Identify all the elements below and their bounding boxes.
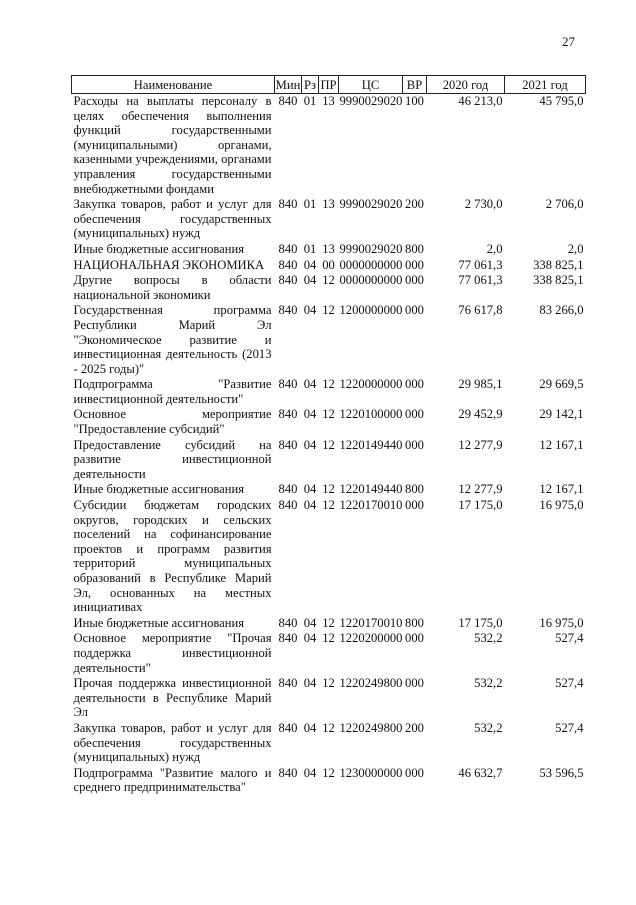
row-name: Иные бюджетные ассигнования: [73, 615, 245, 630]
table-row: [72, 273, 586, 303]
row-2020: 532,2: [474, 631, 503, 646]
row-rz: 04: [303, 437, 317, 452]
row-name: Субсидии бюджетам городских округов, городских и сельских поселений на софинансирование проектов и программ развития территорий муниципальных образований в Республике Марий Эл, основанных на местных инициативах: [73, 498, 272, 615]
table-row: [72, 616, 586, 632]
row-name: Предоставление субсидий на развитие инвестиционной деятельности: [73, 437, 272, 481]
row-2021: 16 975,0: [539, 615, 584, 630]
row-vr: 000: [405, 765, 424, 780]
row-min: 840: [278, 94, 298, 108]
row-min: 840: [278, 482, 298, 497]
row-name: Закупка товаров, работ и услуг для обеспечения государственных (муниципальных) нужд: [73, 720, 272, 765]
row-min: 840: [278, 377, 298, 392]
row-2020: 532,2: [474, 720, 503, 735]
row-pr: 12: [322, 273, 335, 288]
table-row: [72, 498, 586, 616]
row-pr: 12: [322, 407, 335, 422]
row-rz: 04: [303, 615, 317, 630]
table-row: [72, 482, 586, 498]
row-pr: 12: [322, 720, 335, 735]
table-row: [72, 303, 586, 377]
row-vr: 000: [405, 631, 424, 646]
row-2020: 77 061,3: [458, 273, 503, 288]
row-min: 840: [278, 765, 298, 780]
row-pr: 12: [322, 482, 335, 497]
row-rz: 04: [303, 273, 317, 288]
table-row: [72, 94, 586, 198]
table-row: [72, 721, 586, 766]
row-pr: 13: [322, 94, 335, 108]
row-rz: 04: [303, 407, 317, 422]
table-row: [72, 258, 586, 274]
header-2020: 2020 год: [427, 76, 505, 94]
row-vr: 800: [405, 241, 424, 256]
row-cs: 0000000000: [339, 273, 403, 288]
row-min: 840: [278, 437, 298, 452]
row-min: 840: [278, 720, 298, 735]
row-2021: 12 167,1: [539, 482, 584, 497]
row-2020: 12 277,9: [458, 482, 503, 497]
header-min: Мин: [275, 77, 301, 92]
row-2020: 17 175,0: [458, 498, 503, 513]
row-name: Подпрограмма "Развитие малого и среднего предпринимательства": [73, 765, 272, 795]
row-min: 840: [278, 257, 298, 272]
page-number: 27: [562, 34, 575, 49]
row-pr: 12: [322, 676, 335, 691]
row-2021: 29 669,5: [539, 377, 584, 392]
row-cs: 1220000000: [339, 377, 403, 392]
row-vr: 000: [405, 437, 424, 452]
table-row: [72, 197, 586, 242]
row-2020: 29 452,9: [458, 407, 503, 422]
row-2020: 2 730,0: [464, 197, 503, 212]
table-header-row: [72, 76, 586, 94]
row-pr: 13: [322, 197, 335, 212]
header-rz: Рз: [302, 76, 319, 94]
row-rz: 04: [303, 765, 317, 780]
row-min: 840: [278, 303, 298, 318]
row-pr: 12: [322, 377, 335, 392]
row-2020: 2,0: [486, 241, 503, 256]
row-2021: 338 825,1: [533, 257, 584, 272]
row-pr: 12: [322, 615, 335, 630]
row-vr: 000: [405, 257, 424, 272]
row-2020: 12 277,9: [458, 437, 503, 452]
row-vr: 200: [405, 197, 424, 212]
row-pr: 12: [322, 498, 335, 513]
row-2021: 2,0: [567, 241, 584, 256]
row-2020: 77 061,3: [458, 257, 503, 272]
header-pr: ПР: [320, 77, 337, 92]
row-min: 840: [278, 273, 298, 288]
budget-table: [71, 75, 586, 796]
row-name: Другие вопросы в области национальной экономики: [73, 273, 272, 302]
row-2021: 527,4: [555, 720, 584, 735]
row-vr: 100: [405, 94, 424, 108]
row-vr: 000: [405, 273, 424, 288]
header-vr: ВР: [403, 76, 427, 94]
row-pr: 12: [322, 437, 335, 452]
row-2020: 532,2: [474, 676, 503, 691]
row-rz: 01: [303, 94, 317, 108]
row-vr: 800: [405, 482, 424, 497]
row-2021: 83 266,0: [539, 303, 584, 318]
table-row: [72, 766, 586, 796]
row-2021: 527,4: [555, 631, 584, 646]
row-2020: 76 617,8: [458, 303, 503, 318]
row-rz: 04: [303, 482, 317, 497]
row-cs: 1220100000: [339, 407, 403, 422]
row-2021: 338 825,1: [533, 273, 584, 288]
table-body: [72, 94, 586, 796]
row-cs: 1220170010: [339, 615, 403, 630]
row-cs: 1220149440: [339, 482, 403, 497]
row-vr: 000: [405, 377, 424, 392]
row-cs: 1220149440: [339, 437, 403, 452]
row-cs: 1220249800: [339, 720, 403, 735]
header-2021: 2021 год: [505, 76, 586, 94]
row-name: Расходы на выплаты персоналу в целях обеспечения выполнения функций государственными (муниципальными) органами, казенными учреждениями, органами управления государственными внебюджетными фондами: [73, 94, 272, 196]
row-pr: 00: [322, 257, 335, 272]
table-row: [72, 438, 586, 483]
row-name: Государственная программа Республики Марий Эл "Экономическое развитие и инвестиционная деятельность (2013 - 2025 годы)": [73, 303, 272, 376]
row-min: 840: [278, 407, 298, 422]
row-cs: 1220249800: [339, 676, 403, 691]
row-name: Основное мероприятие "Предоставление субсидий": [73, 407, 272, 437]
row-name: Основное мероприятие "Прочая поддержка инвестиционной деятельности": [73, 631, 272, 675]
table-row: [72, 407, 586, 437]
row-min: 840: [278, 197, 298, 212]
row-name: Прочая поддержка инвестиционной деятельности в Республике Марий Эл: [73, 676, 272, 720]
row-2020: 46 213,0: [458, 94, 503, 108]
row-rz: 04: [303, 377, 317, 392]
table-row: [72, 631, 586, 676]
row-name: Иные бюджетные ассигнования: [73, 241, 245, 256]
row-name: НАЦИОНАЛЬНАЯ ЭКОНОМИКА: [73, 257, 265, 272]
row-vr: 200: [405, 720, 424, 735]
row-rz: 04: [303, 498, 317, 513]
row-vr: 000: [405, 303, 424, 318]
row-min: 840: [278, 615, 298, 630]
row-name: Закупка товаров, работ и услуг для обеспечения государственных (муниципальных) нужд: [73, 197, 272, 241]
row-2020: 17 175,0: [458, 615, 503, 630]
row-cs: 0000000000: [339, 257, 403, 272]
row-vr: 000: [405, 676, 424, 691]
row-cs: 1200000000: [339, 303, 403, 318]
row-rz: 04: [303, 720, 317, 735]
row-2021: 29 142,1: [539, 407, 584, 422]
row-cs: 1230000000: [339, 765, 403, 780]
row-rz: 04: [303, 303, 317, 318]
header-cs: ЦС: [339, 76, 403, 94]
row-min: 840: [278, 498, 298, 513]
row-cs: 1220200000: [339, 631, 403, 646]
row-vr: 000: [405, 498, 424, 513]
row-pr: 12: [322, 631, 335, 646]
row-name: Иные бюджетные ассигнования: [73, 482, 245, 497]
row-min: 840: [278, 676, 298, 691]
row-cs: 1220170010: [339, 498, 403, 513]
row-min: 840: [278, 631, 298, 646]
row-pr: 12: [322, 765, 335, 780]
row-rz: 04: [303, 257, 317, 272]
row-name: Подпрограмма "Развитие инвестиционной деятельности": [73, 377, 272, 406]
header-name: Наименование: [72, 76, 275, 94]
table-row: [72, 377, 586, 407]
row-rz: 04: [303, 676, 317, 691]
row-pr: 12: [322, 303, 335, 318]
row-vr: 800: [405, 615, 424, 630]
row-2021: 45 795,0: [539, 94, 584, 108]
row-cs: 9990029020: [339, 94, 403, 108]
row-cs: 9990029020: [339, 197, 403, 212]
row-min: 840: [278, 241, 298, 256]
row-2020: 46 632,7: [458, 765, 503, 780]
row-2021: 527,4: [555, 676, 584, 691]
row-2021: 53 596,5: [539, 765, 584, 780]
row-2020: 29 985,1: [458, 377, 503, 392]
row-rz: 04: [303, 631, 317, 646]
row-2021: 12 167,1: [539, 437, 584, 452]
row-vr: 000: [405, 407, 424, 422]
row-cs: 9990029020: [339, 241, 403, 256]
row-2021: 2 706,0: [545, 197, 584, 212]
table-row: [72, 676, 586, 721]
row-rz: 01: [303, 241, 317, 256]
row-2021: 16 975,0: [539, 498, 584, 513]
row-rz: 01: [303, 197, 317, 212]
row-pr: 13: [322, 241, 335, 256]
table-row: [72, 242, 586, 258]
